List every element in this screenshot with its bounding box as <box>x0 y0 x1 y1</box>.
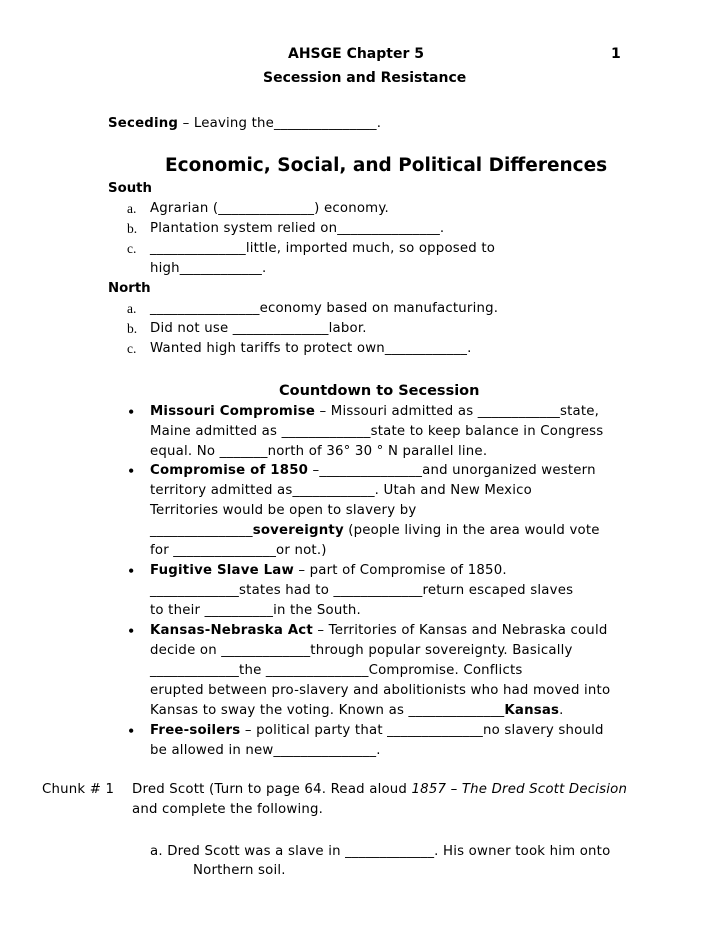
fugitive-line-1 <box>150 561 507 581</box>
kansas-nebraska-term: Kansas-Nebraska Act <box>150 623 313 638</box>
freesoilers-term: Free-soilers <box>150 723 241 738</box>
kansas-line-4: erupted between pro-slavery and abolitionists who had moved into <box>150 683 611 698</box>
missouri-line-2: Maine admitted as _____________state to keep balance in Congress <box>150 424 604 439</box>
missouri-line-1 <box>150 402 599 422</box>
fugitive-text: – part of Compromise of 1850. <box>293 563 507 578</box>
chunk-line-1 <box>132 780 627 800</box>
list-item: Did not use ______________labor. <box>150 321 367 336</box>
chunk-item-a-line-1: a. Dred Scott was a slave in _____________. His owner took him onto <box>150 844 611 859</box>
freesoilers-line-1 <box>150 721 604 741</box>
freesoilers-line-2: be allowed in new_______________. <box>150 743 381 758</box>
seceding-term: Seceding <box>108 116 179 131</box>
compromise1850-line-5: for _______________or not.) <box>150 543 327 558</box>
kansas-line-3: _____________the _______________Compromise. Conflicts <box>150 663 523 678</box>
bullet-icon: • <box>128 402 135 422</box>
list-item: ________________economy based on manufacturing. <box>150 301 499 316</box>
section-heading-countdown: Countdown to Secession <box>279 383 480 399</box>
list-marker: c. <box>127 241 137 256</box>
sovereignty-term: sovereignty <box>252 523 344 538</box>
chunk-label: Chunk # 1 <box>42 782 115 797</box>
fugitive-line-3: to their __________in the South. <box>150 603 361 618</box>
list-item: Plantation system relied on_______________. <box>150 221 445 236</box>
page-number: 1 <box>611 46 621 62</box>
kansas-text: . <box>559 703 564 718</box>
kansas-line-2: decide on _____________through popular sovereignty. Basically <box>150 643 573 658</box>
compromise1850-line-3: Territories would be open to slavery by <box>150 503 417 518</box>
kansas-line-5 <box>150 701 564 721</box>
bullet-icon: • <box>128 561 135 581</box>
bullet-icon: • <box>128 621 135 641</box>
list-item: Wanted high tariffs to protect own____________. <box>150 341 472 356</box>
list-item: Agrarian (______________) economy. <box>150 201 389 216</box>
kansas-line-1 <box>150 621 607 641</box>
list-marker: b. <box>127 321 138 336</box>
kansas-text: – Territories of Kansas and Nebraska could <box>312 623 608 638</box>
list-marker: a. <box>127 301 137 316</box>
compromise1850-line-2: territory admitted as____________. Utah and New Mexico <box>150 483 532 498</box>
list-item-continued: high____________. <box>150 261 267 276</box>
section-heading-differences: Economic, Social, and Political Differences <box>165 155 608 176</box>
seceding-text: – Leaving the_______________. <box>178 116 382 131</box>
list-marker: b. <box>127 221 138 236</box>
compromise1850-text: (people living in the area would vote <box>343 523 600 538</box>
kansas-text: Kansas to sway the voting. Known as ______________ <box>150 703 505 718</box>
list-marker: a. <box>127 201 137 216</box>
bleeding-kansas-term: Kansas <box>504 703 560 718</box>
list-marker: c. <box>127 341 137 356</box>
fugitive-term: Fugitive Slave Law <box>150 563 294 578</box>
page-title: AHSGE Chapter 5 <box>288 46 424 62</box>
compromise1850-line-1 <box>150 461 596 481</box>
bullet-icon: • <box>128 721 135 741</box>
south-label: South <box>108 181 153 196</box>
list-item: ______________little, imported much, so opposed to <box>150 241 496 256</box>
chunk-line-2: and complete the following. <box>132 802 324 817</box>
chunk-text: Dred Scott (Turn to page 64. Read aloud <box>132 782 412 797</box>
page-subtitle: Secession and Resistance <box>263 70 467 86</box>
chunk-reading-title: 1857 – The Dred Scott Decision <box>411 782 628 797</box>
chunk-item-a-line-2: Northern soil. <box>193 863 286 878</box>
missouri-line-3: equal. No _______north of 36° 30 ° N parallel line. <box>150 444 488 459</box>
seceding-definition <box>108 114 381 134</box>
blank: _______________ <box>150 523 253 538</box>
north-label: North <box>108 281 151 296</box>
compromise1850-text: –_______________and unorganized western <box>308 463 596 478</box>
compromise1850-line-4 <box>150 521 600 541</box>
missouri-text: – Missouri admitted as ____________state, <box>315 404 600 419</box>
compromise1850-term: Compromise of 1850 <box>150 463 309 478</box>
fugitive-line-2: _____________states had to _____________return escaped slaves <box>150 583 574 598</box>
freesoilers-text: – political party that ______________no slavery should <box>240 723 604 738</box>
missouri-term: Missouri Compromise <box>150 404 316 419</box>
bullet-icon: • <box>128 461 135 481</box>
